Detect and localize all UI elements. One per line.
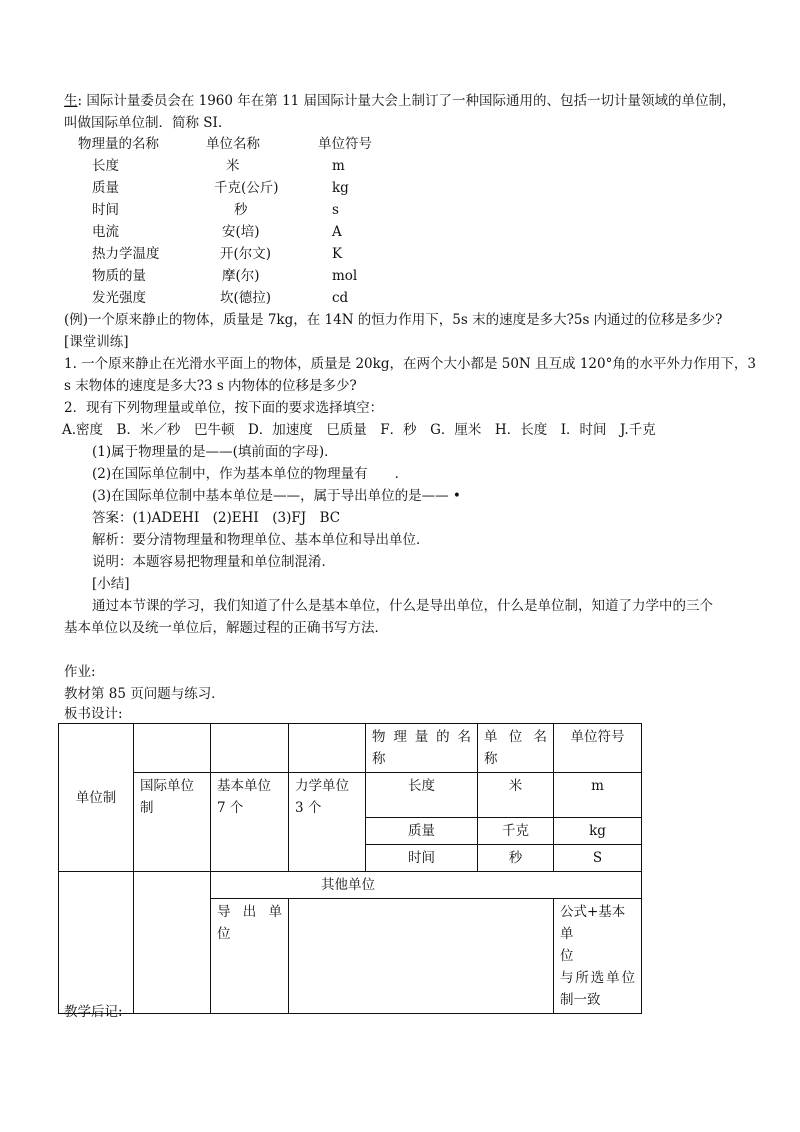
si-system-cell [134, 773, 211, 872]
header-unit-line-1: 单 位 名 [484, 729, 547, 745]
empty-cell [134, 872, 211, 1014]
empty-cell [211, 724, 289, 773]
question-2-options: A.密度 B．米／秒 巴牛顿 D．加速度 巳质量 F．秒 G．厘米 H．长度 I．时间 J.千克 [62, 422, 656, 438]
empty-cell [134, 724, 211, 773]
homework-heading: 作业: [64, 664, 96, 680]
row-symbol-cell: kg [554, 818, 642, 845]
row-unit-cell: 千克 [478, 818, 554, 845]
si-row-quantity: 热力学温度 [92, 246, 160, 262]
base-units-line-2: 7 个 [217, 800, 244, 816]
mech-units-line-1: 力学单位 [295, 778, 349, 794]
intro-line-2: 叫做国际单位制．简称 SI. [64, 115, 223, 131]
summary-line-1: 通过本节课的学习，我们知道了什么是基本单位，什么是导出单位，什么是单位制，知道了力学中的三个 [92, 598, 713, 614]
si-row-symbol: K [332, 246, 343, 262]
si-row-symbol: m [332, 158, 345, 174]
si-row-unit: 秒 [234, 202, 248, 218]
question-1-line-2: s 末物体的速度是多大?3 s 内物体的位移是多少? [64, 378, 357, 394]
si-row-unit: 米 [226, 158, 240, 174]
note-text: 说明：本题容易把物理量和单位制混淆． [92, 554, 335, 570]
header-unit-cell [478, 724, 554, 773]
question-2-sub-3: (3)在国际单位制中基本单位是——，属于导出单位的是—— • [92, 488, 461, 504]
row-quantity-cell: 质量 [366, 818, 478, 845]
si-row-symbol: A [332, 224, 342, 240]
base-units-cell [211, 773, 289, 872]
empty-cell [59, 872, 134, 1014]
si-header-symbol: 单位符号 [318, 136, 372, 152]
si-system-line-2: 制 [140, 800, 154, 816]
row-unit-cell: 秒 [478, 845, 554, 872]
header-unit-line-2: 称 [484, 751, 498, 767]
board-design-heading: 板书设计: [64, 706, 123, 722]
formula-line-3: 与所选单位 [560, 970, 635, 986]
example-problem: (例)一个原来静止的物体，质量是 7kg，在 14N 的恒力作用下，5s 末的速度是多大?5s 内通过的位移是多少? [64, 312, 723, 328]
si-row-quantity: 质量 [92, 180, 119, 196]
formula-line-1: 公式+基本单 [560, 904, 626, 942]
si-row-unit: 安(培) [222, 224, 260, 240]
summary-line-2: 基本单位以及统一单位后，解题过程的正确书写方法． [64, 620, 388, 636]
analysis-text: 解析：要分清物理量和物理单位、基本单位和导出单位． [92, 532, 430, 548]
si-row-unit: 千克(公斤) [214, 180, 279, 196]
si-row-symbol: s [332, 202, 339, 218]
practice-heading: [课堂训练] [64, 334, 129, 350]
row-unit-cell: 米 [478, 773, 554, 818]
row-quantity-cell: 长度 [366, 773, 478, 818]
si-row-symbol: mol [332, 268, 358, 284]
question-1-line-1: 1. 一个原来静止在光滑水平面上的物体，质量是 20kg，在两个大小都是 50N 且互成 120°角的水平外力作用下，3 [64, 356, 756, 372]
si-row-quantity: 发光强度 [92, 290, 146, 306]
header-quantity-cell [366, 724, 478, 773]
derived-units-cell [211, 899, 289, 1014]
summary-heading: [小结] [92, 576, 130, 592]
unit-system-cell: 单位制 [59, 724, 134, 872]
other-units-cell: 其他单位 [211, 872, 642, 899]
header-quantity-line-1: 物理量的名 [372, 729, 471, 745]
question-2-title: 2．现有下列物理量或单位，按下面的要求选择填空： [64, 400, 384, 416]
intro-line-1 [64, 92, 736, 110]
si-header-quantity: 物理量的名称 [78, 136, 159, 152]
si-row-quantity: 物质的量 [92, 268, 146, 284]
si-row-unit: 坎(德拉) [220, 290, 272, 306]
question-2-sub-1: (1)属于物理量的是——(填前面的字母)． [92, 444, 338, 460]
si-header-unit: 单位名称 [206, 136, 260, 152]
si-row-quantity: 长度 [92, 158, 119, 174]
si-row-quantity: 电流 [92, 224, 119, 240]
si-row-quantity: 时间 [92, 202, 119, 218]
derived-units-line-1: 导 出 单 [217, 904, 282, 920]
answer-text: 答案：(1)ADEHI (2)EHI (3)FJ BC [92, 510, 341, 526]
si-row-symbol: cd [332, 290, 349, 306]
base-units-line-1: 基本单位 [217, 778, 271, 794]
formula-cell [554, 899, 642, 1014]
question-2-sub-2: (2)在国际单位制中，作为基本单位的物理量有 ． [92, 466, 409, 482]
mech-units-line-2: 3 个 [295, 800, 322, 816]
si-row-symbol: kg [332, 180, 349, 196]
homework-content: 教材第 85 页问题与练习． [64, 686, 225, 702]
formula-line-4: 制一致 [560, 992, 601, 1008]
teaching-postscript: 教学后记: [64, 1004, 123, 1020]
si-system-line-1: 国际单位 [140, 778, 194, 794]
intro-text: : 国际计量委员会在 1960 年在第 11 届国际计量大会上制订了一种国际通用的、包括一切计量领域的单位制， [77, 93, 736, 109]
row-symbol-cell: m [554, 773, 642, 818]
board-design-table [58, 723, 642, 1014]
formula-line-2: 位 [560, 948, 574, 964]
empty-cell [289, 724, 366, 773]
empty-cell [289, 899, 554, 1014]
mech-units-cell [289, 773, 366, 872]
row-symbol-cell: S [554, 845, 642, 872]
header-quantity-line-2: 称 [372, 751, 386, 767]
derived-units-line-2: 位 [217, 926, 231, 942]
si-row-unit: 摩(尔) [222, 268, 260, 284]
row-quantity-cell: 时间 [366, 845, 478, 872]
header-symbol-cell: 单位符号 [554, 724, 642, 773]
si-row-unit: 开(尔文) [220, 246, 272, 262]
intro-prefix: 生 [64, 93, 78, 109]
